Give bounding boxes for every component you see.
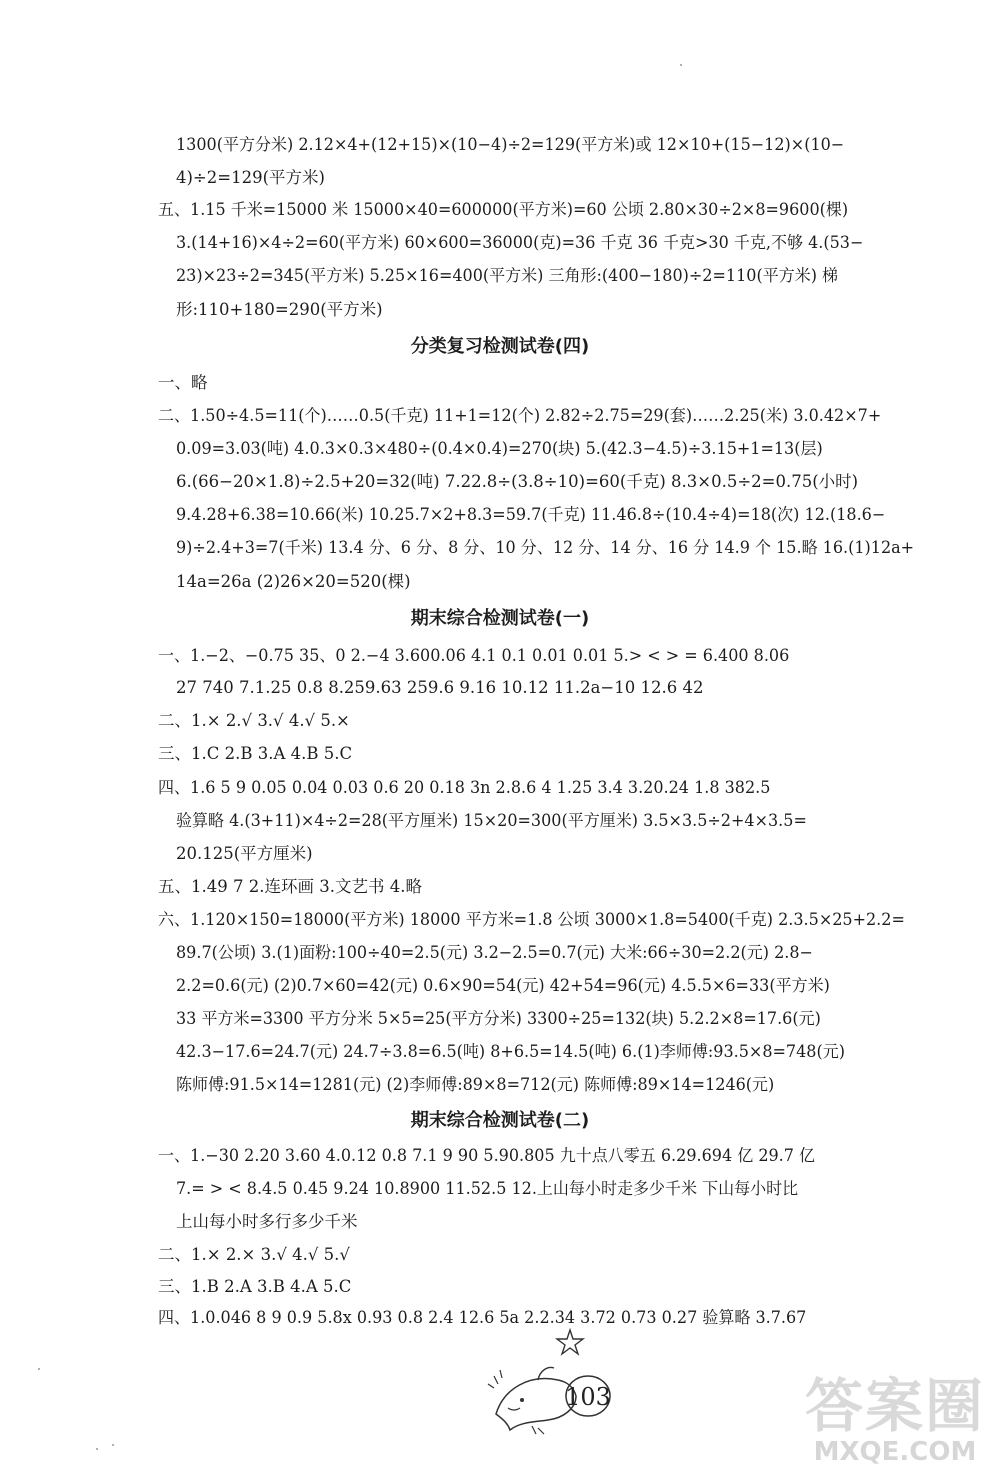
section-heading: 分类复习检测试卷(四) [410, 336, 590, 357]
star-icon [557, 1330, 583, 1354]
scan-speck [96, 1448, 98, 1450]
answer-line: 1300(平方分米) 2.12×4+(12+15)×(10−4)÷2=129(平方米)或 12×10+(15−12)×(10− [176, 135, 845, 154]
answer-line: 9.4.28+6.38=10.66(米) 10.25.7×2+8.3=59.7(千克) 11.46.8÷(10.4÷4)=18(次) 12.(18.6− [176, 505, 886, 524]
scan-speck [680, 64, 682, 66]
answer-line: 四、1.6 5 9 0.05 0.04 0.03 0.6 20 0.18 3n 2.8.6 4 1.25 3.4 3.20.24 1.8 382.5 [158, 778, 771, 797]
answer-line: 3.(14+16)×4÷2=60(平方米) 60×600=36000(克)=36 千克 36 千克>30 千克,不够 4.(53− [176, 233, 864, 252]
answer-line: 2.2=0.6(元) (2)0.7×60=42(元) 0.6×90=54(元) 42+54=96(元) 4.5.5×6=33(平方米) [176, 976, 830, 995]
answer-line: 27 740 7.1.25 0.8 8.259.63 259.6 9.16 10.12 11.2a−10 12.6 42 [176, 678, 704, 697]
answer-line: 验算略 4.(3+11)×4÷2=28(平方厘米) 15×20=300(平方厘米) 3.5×3.5÷2+4×3.5= [176, 811, 807, 830]
answer-line: 上山每小时多行多少千米 [176, 1212, 358, 1231]
answer-line: 20.125(平方厘米) [176, 844, 313, 863]
scan-speck [112, 1444, 114, 1446]
dolphin-illustration [478, 1322, 628, 1442]
answer-line: 三、1.B 2.A 3.B 4.A 5.C [158, 1277, 352, 1296]
answer-line: 一、1.−2、−0.75 35、0 2.−4 3.600.06 4.1 0.1 0.01 0.01 5.> < > = 6.400 8.06 [158, 646, 790, 665]
answer-line: 42.3−17.6=24.7(元) 24.7÷3.8=6.5(吨) 8+6.5=14.5(吨) 6.(1)李师傅:93.5×8=748(元) [176, 1042, 845, 1061]
answer-line: 7.= > < 8.4.5 0.45 9.24 10.8900 11.52.5 12.上山每小时走多少千米 下山每小时比 [176, 1179, 799, 1198]
watermark-logo: 答案圈 [804, 1372, 985, 1440]
site-watermark [790, 1372, 1000, 1474]
answer-line: 6.(66−20×1.8)÷2.5+20=32(吨) 7.22.8÷(3.8÷10)=60(千克) 8.3×0.5÷2=0.75(小时) [176, 472, 859, 491]
answer-line: 23)×23÷2=345(平方米) 5.25×16=400(平方米) 三角形:(400−180)÷2=110(平方米) 梯 [176, 266, 839, 285]
answer-line: 89.7(公顷) 3.(1)面粉:100÷40=2.5(元) 3.2−2.5=0.7(元) 大米:66÷30=2.2(元) 2.8− [176, 943, 813, 962]
answer-line: 一、1.−30 2.20 3.60 4.0.12 0.8 7.1 9 90 5.90.805 九十点八零五 6.29.694 亿 29.7 亿 [158, 1146, 816, 1165]
answer-line: 9)÷2.4+3=7(千米) 13.4 分、6 分、8 分、10 分、12 分、14 分、16 分 14.9 个 15.略 16.(1)12a+ [176, 538, 915, 557]
answer-line: 陈师傅:91.5×14=1281(元) (2)李师傅:89×8=712(元) 陈师傅:89×14=1246(元) [176, 1075, 775, 1094]
answer-line: 五、1.15 千米=15000 米 15000×40=600000(平方米)=60 公顷 2.80×30÷2×8=9600(棵) [158, 200, 849, 219]
page-number: 103 [565, 1383, 611, 1411]
watermark-url: MXQE.COM [813, 1437, 977, 1467]
answer-line: 六、1.120×150=18000(平方米) 18000 平方米=1.8 公顷 3000×1.8=5400(千克) 2.3.5×25+2.2= [158, 910, 905, 929]
answer-line: 二、1.× 2.√ 3.√ 4.√ 5.× [158, 711, 350, 730]
answer-line: 二、1.× 2.× 3.√ 4.√ 5.√ [158, 1245, 350, 1264]
page-number-badge [478, 1322, 628, 1442]
answer-line: 三、1.C 2.B 3.A 4.B 5.C [158, 744, 353, 763]
answer-line: 14a=26a (2)26×20=520(棵) [176, 572, 411, 591]
answer-line: 4)÷2=129(平方米) [176, 168, 325, 187]
scan-speck [38, 1368, 40, 1370]
answer-line: 二、1.50÷4.5=11(个)……0.5(千克) 11+1=12(个) 2.82÷2.75=29(套)……2.25(米) 3.0.42×7+ [158, 406, 882, 425]
section-heading: 期末综合检测试卷(二) [410, 1110, 590, 1131]
section-heading: 期末综合检测试卷(一) [410, 608, 590, 629]
dolphin-icon [496, 1379, 576, 1430]
answer-line: 五、1.49 7 2.连环画 3.文艺书 4.略 [158, 877, 422, 896]
answer-line: 一、略 [158, 373, 208, 392]
answer-line: 0.09=3.03(吨) 4.0.3×0.3×480÷(0.4×0.4)=270(块) 5.(42.3−4.5)÷3.15+1=13(层) [176, 439, 823, 458]
answer-line: 形:110+180=290(平方米) [176, 300, 383, 319]
answer-line: 33 平方米=3300 平方分米 5×5=25(平方分米) 3300÷25=132(块) 5.2.2×8=17.6(元) [176, 1009, 821, 1028]
answer-line: 四、1.0.046 8 9 0.9 5.8x 0.93 0.8 2.4 12.6 5a 2.2.34 3.72 0.73 0.27 验算略 3.7.67 [158, 1308, 807, 1327]
